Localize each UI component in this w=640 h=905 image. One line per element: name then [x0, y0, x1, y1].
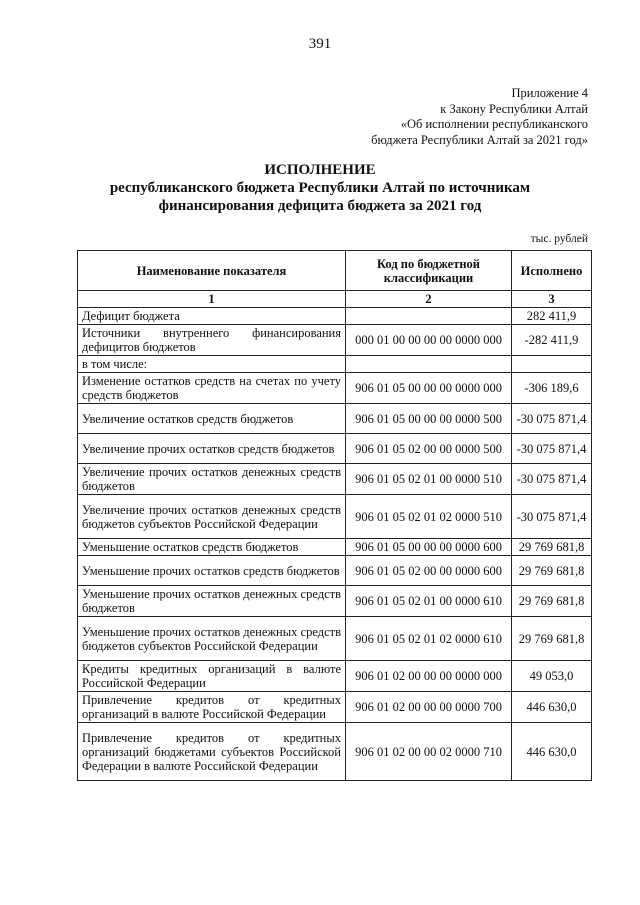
row-code-cell: 000 01 00 00 00 00 0000 000 [346, 325, 512, 356]
table-row [78, 356, 592, 373]
table-row [78, 495, 592, 539]
table-row [78, 434, 592, 464]
row-value-cell: -30 075 871,4 [512, 404, 592, 434]
header-indicator-name: Наименование показателя [78, 251, 346, 291]
appendix-note [371, 86, 588, 148]
row-code-cell: 906 01 05 00 00 00 0000 600 [346, 539, 512, 556]
header-executed: Исполнено [512, 251, 592, 291]
row-value-cell: 446 630,0 [512, 692, 592, 723]
row-value-cell: -282 411,9 [512, 325, 592, 356]
row-value-cell: 29 769 681,8 [512, 617, 592, 661]
table-row [78, 539, 592, 556]
row-value-cell: -30 075 871,4 [512, 495, 592, 539]
row-code-cell: 906 01 02 00 00 00 0000 700 [346, 692, 512, 723]
table-row [78, 692, 592, 723]
row-value-cell: 282 411,9 [512, 308, 592, 325]
appendix-line: бюджета Республики Алтай за 2021 год» [371, 132, 588, 147]
table-body [78, 308, 592, 781]
row-name-cell: Увеличение прочих остатков денежных средств бюджетов субъектов Российской Федерации [78, 495, 346, 539]
table-row [78, 308, 592, 325]
table-row [78, 404, 592, 434]
appendix-line: «Об исполнении республиканского [400, 117, 588, 131]
row-code-cell: 906 01 05 00 00 00 0000 500 [346, 404, 512, 434]
row-code-cell: 906 01 05 02 00 00 0000 600 [346, 556, 512, 586]
title-line: ИСПОЛНЕНИЕ [264, 162, 376, 178]
row-value-cell: 29 769 681,8 [512, 586, 592, 617]
row-name-cell: Увеличение остатков средств бюджетов [78, 404, 346, 434]
column-number: 2 [346, 291, 512, 308]
row-code-cell [346, 308, 512, 325]
row-name-cell: Увеличение прочих остатков средств бюджетов [78, 434, 346, 464]
row-value-cell: 49 053,0 [512, 661, 592, 692]
document-title [0, 161, 640, 215]
table-row [78, 723, 592, 781]
table-row [78, 325, 592, 356]
appendix-line: к Закону Республики Алтай [440, 101, 588, 116]
row-name-cell: Изменение остатков средств на счетах по учету средств бюджетов [78, 373, 346, 404]
row-value-cell: -30 075 871,4 [512, 434, 592, 464]
row-code-cell: 906 01 05 02 01 02 0000 510 [346, 495, 512, 539]
row-name-cell: Привлечение кредитов от кредитных организаций бюджетами субъектов Российской Федерации в валюте Российской Федерации [78, 723, 346, 781]
execution-table [77, 250, 592, 781]
row-name-cell: в том числе: [78, 356, 346, 373]
table-row [78, 373, 592, 404]
row-code-cell: 906 01 02 00 00 02 0000 710 [346, 723, 512, 781]
row-code-cell: 906 01 05 02 01 00 0000 610 [346, 586, 512, 617]
row-name-cell: Привлечение кредитов от кредитных организаций в валюте Российской Федерации [78, 692, 346, 723]
row-code-cell: 906 01 05 02 00 00 0000 500 [346, 434, 512, 464]
column-number: 3 [512, 291, 592, 308]
row-name-cell: Увеличение прочих остатков денежных средств бюджетов [78, 464, 346, 495]
row-code-cell [346, 356, 512, 373]
table-row [78, 661, 592, 692]
page-number: 391 [308, 36, 332, 52]
row-code-cell: 906 01 05 02 01 00 0000 510 [346, 464, 512, 495]
row-code-cell: 906 01 02 00 00 00 0000 000 [346, 661, 512, 692]
row-name-cell: Уменьшение прочих остатков средств бюджетов [78, 556, 346, 586]
row-name-cell: Кредиты кредитных организаций в валюте Российской Федерации [78, 661, 346, 692]
table-row [78, 464, 592, 495]
title-line: республиканского бюджета Республики Алтай по источникам [109, 180, 531, 196]
row-value-cell: -306 189,6 [512, 373, 592, 404]
row-code-cell: 906 01 05 02 01 02 0000 610 [346, 617, 512, 661]
row-value-cell [512, 356, 592, 373]
row-name-cell: Источники внутреннего финансирования дефицитов бюджетов [78, 325, 346, 356]
column-number: 1 [78, 291, 346, 308]
row-value-cell: -30 075 871,4 [512, 464, 592, 495]
table-row [78, 556, 592, 586]
row-name-cell: Уменьшение остатков средств бюджетов [78, 539, 346, 556]
title-line: финансирования дефицита бюджета за 2021 год [158, 198, 482, 214]
header-budget-code: Код по бюджетной классификации [346, 251, 512, 291]
appendix-line: Приложение 4 [511, 86, 588, 100]
row-name-cell: Уменьшение прочих остатков денежных средств бюджетов [78, 586, 346, 617]
units-label: тыс. рублей [530, 233, 588, 245]
table-row [78, 586, 592, 617]
row-value-cell: 29 769 681,8 [512, 539, 592, 556]
row-code-cell: 906 01 05 00 00 00 0000 000 [346, 373, 512, 404]
table-row [78, 617, 592, 661]
row-value-cell: 446 630,0 [512, 723, 592, 781]
row-value-cell: 29 769 681,8 [512, 556, 592, 586]
row-name-cell: Дефицит бюджета [78, 308, 346, 325]
row-name-cell: Уменьшение прочих остатков денежных средств бюджетов субъектов Российской Федерации [78, 617, 346, 661]
